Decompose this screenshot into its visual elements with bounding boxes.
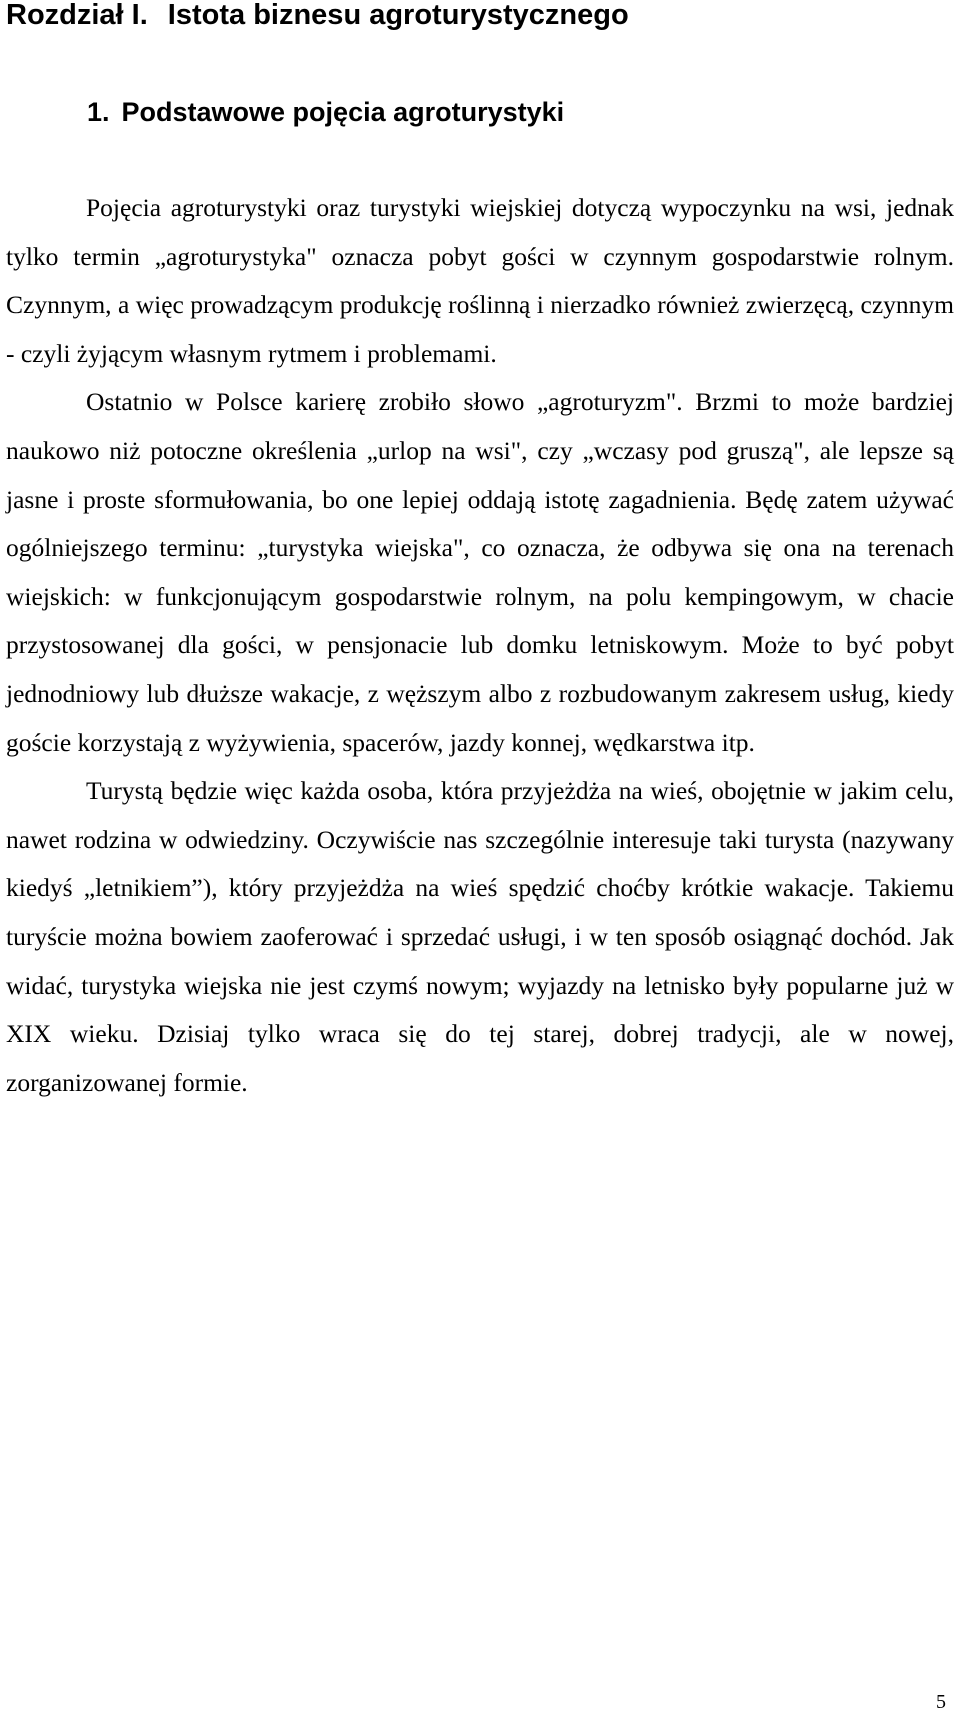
section-heading (87, 96, 564, 128)
chapter-heading (6, 0, 629, 32)
section-number: 1. (87, 97, 110, 127)
paragraph-terminology: Ostatnio w Polsce karierę zrobiło słowo „agroturyzm". Brzmi to może bardziej naukowo niż potoczne określenia „urlop na wsi", czy „wczasy pod gruszą", ale lepsze są jasne i proste sformułowania, bo one lepiej oddają istotę zagadnienia. Będę zatem używać ogólniejszego terminu: „turystyka wiejska", co oznacza, że odbywa się ona na terenach wiejskich: w funkcjonującym gospodarstwie rolnym, na polu kempingowym, w chacie przystosowanej dla gości, w pensjonacie lub domku letniskowym. Może to być pobyt jednodniowy lub dłuższe wakacje, z węższym albo z rozbudowanym zakresem usług, kiedy goście korzystają z wyżywienia, spacerów, jazdy konnej, wędkarstwa itp. (6, 387, 954, 757)
chapter-label: Rozdział I. (6, 0, 148, 31)
chapter-title: Istota biznesu agroturystycznego (167, 0, 629, 31)
body-text (6, 184, 954, 1107)
page-number: 5 (936, 1691, 946, 1713)
section-title: Podstawowe pojęcia agroturystyki (121, 97, 565, 127)
paragraph-tourist: Turystą będzie więc każda osoba, która przyjeżdża na wieś, obojętnie w jakim celu, nawet rodzina w odwiedziny. Oczywiście nas szczególnie interesuje taki turysta (nazywany kiedyś „letnikiem”), który przyjeżdża na wieś spędzić choćby krótkie wakacje. Takiemu turyście można bowiem zaoferować i sprzedać usługi, i w ten sposób osiągnąć dochód. Jak widać, turystyka wiejska nie jest czymś nowym; wyjazdy na letnisko były popularne już w XIX wieku. Dzisiaj tylko wraca się do tej starej, dobrej tradycji, ale w nowej, zorganizowanej formie. (6, 776, 954, 1097)
paragraph-definition: Pojęcia agroturystyki oraz turystyki wiejskiej dotyczą wypoczynku na wsi, jednak tylko termin „agroturystyka" oznacza pobyt gości w czynnym gospodarstwie rolnym. Czynnym, a więc prowadzącym produkcję roślinną i nierzadko również zwierzęcą, czynnym - czyli żyjącym własnym rytmem i problemami. (6, 193, 954, 368)
